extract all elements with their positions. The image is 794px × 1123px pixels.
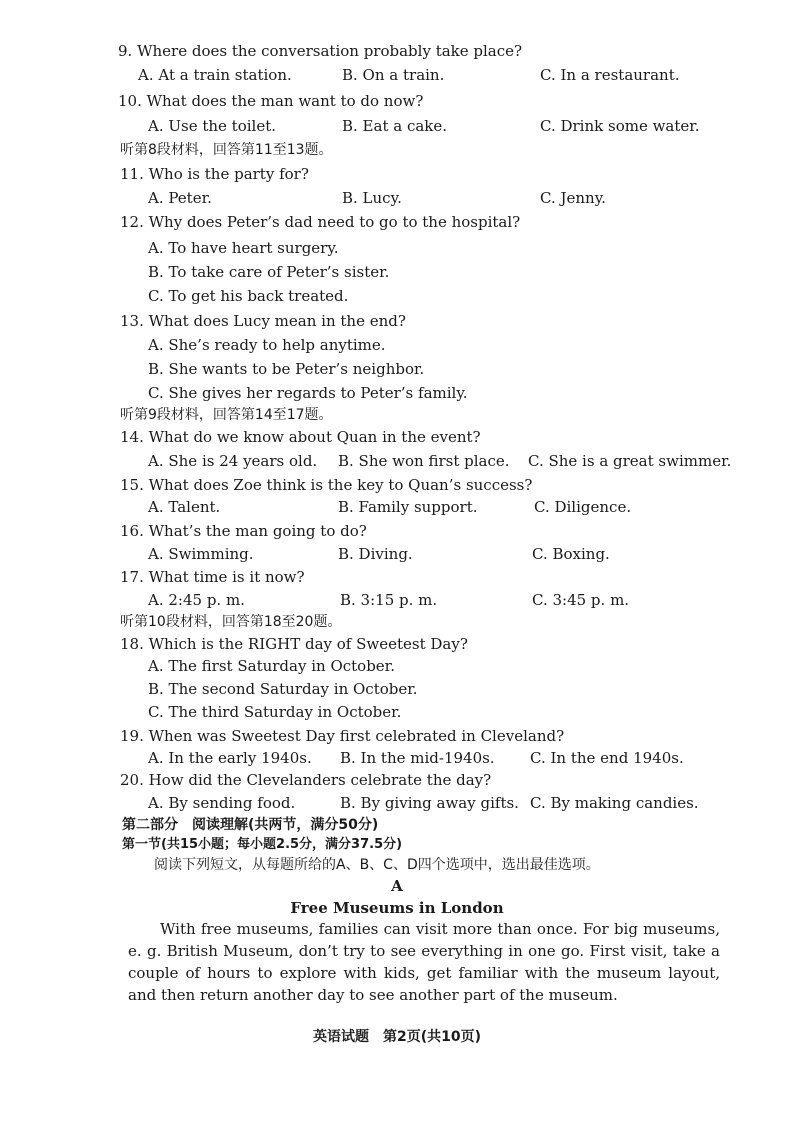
question-16-option-c: C. Boxing. bbox=[532, 545, 610, 563]
question-11-option-a: A. Peter. bbox=[148, 189, 212, 207]
question-12-stem: 12. Why does Peter’s dad need to go to the hospital? bbox=[120, 213, 521, 231]
reading-instruction: 阅读下列短文，从每题所给的A、B、C、D四个选项中，选出最佳选项。 bbox=[154, 857, 600, 873]
question-9-option-b: B. On a train. bbox=[342, 66, 445, 84]
question-13-option-b: B. She wants to be Peter’s neighbor. bbox=[148, 360, 425, 378]
question-17-stem: 17. What time is it now? bbox=[120, 568, 305, 586]
question-18-option-a: A. The first Saturday in October. bbox=[148, 657, 395, 675]
question-13-stem: 13. What does Lucy mean in the end? bbox=[120, 312, 406, 330]
question-19-option-b: B. In the mid-1940s. bbox=[340, 749, 495, 767]
question-11-option-b: B. Lucy. bbox=[342, 189, 402, 207]
section-8-instruction: 听第8段材料，回答第11至13题。 bbox=[120, 142, 333, 158]
question-19-option-c: C. In the end 1940s. bbox=[530, 749, 684, 767]
question-12-option-c: C. To get his back treated. bbox=[148, 287, 349, 305]
question-15-option-b: B. Family support. bbox=[338, 498, 478, 516]
section-9-instruction: 听第9段材料，回答第14至17题。 bbox=[120, 407, 333, 423]
question-11-option-c: C. Jenny. bbox=[540, 189, 606, 207]
question-20-stem: 20. How did the Clevelanders celebrate the day? bbox=[120, 771, 492, 789]
question-19-option-a: A. In the early 1940s. bbox=[148, 749, 312, 767]
passage-letter: A bbox=[391, 877, 403, 895]
question-20-option-a: A. By sending food. bbox=[148, 794, 296, 812]
question-15-option-c: C. Diligence. bbox=[534, 498, 632, 516]
question-12-option-a: A. To have heart surgery. bbox=[148, 239, 339, 257]
question-11-stem: 11. Who is the party for? bbox=[120, 165, 309, 183]
passage-paragraph: With free museums, families can visit more than once. For big museums, e. g. British Museum, don’t try to see everything in one go. First visit, take a couple of hours to explore with kids, get familiar with the museum layout, and then return another day to see another part of the museum. bbox=[128, 920, 720, 1004]
question-16-option-b: B. Diving. bbox=[338, 545, 413, 563]
question-14-option-a: A. She is 24 years old. bbox=[148, 452, 318, 470]
question-10-option-b: B. Eat a cake. bbox=[342, 117, 448, 135]
part-2-heading: 第二部分 阅读理解(共两节，满分50分) bbox=[122, 817, 379, 833]
question-9-stem: 9. Where does the conversation probably take place? bbox=[118, 42, 523, 60]
question-14-stem: 14. What do we know about Quan in the event? bbox=[120, 428, 481, 446]
question-19-stem: 19. When was Sweetest Day first celebrated in Cleveland? bbox=[120, 727, 565, 745]
question-9-option-a: A. At a train station. bbox=[138, 66, 292, 84]
question-20-option-c: C. By making candies. bbox=[530, 794, 699, 812]
question-16-option-a: A. Swimming. bbox=[148, 545, 254, 563]
question-14-option-b: B. She won first place. bbox=[338, 452, 510, 470]
page-footer: 英语试题 第2页(共10页) bbox=[312, 1029, 482, 1045]
question-18-option-c: C. The third Saturday in October. bbox=[148, 703, 402, 721]
question-18-option-b: B. The second Saturday in October. bbox=[148, 680, 418, 698]
question-9-option-c: C. In a restaurant. bbox=[540, 66, 680, 84]
question-17-option-a: A. 2:45 p. m. bbox=[148, 591, 245, 609]
question-18-stem: 18. Which is the RIGHT day of Sweetest Day? bbox=[120, 635, 468, 653]
section-1-heading: 第一节(共15小题；每小题2.5分，满分37.5分) bbox=[122, 837, 403, 852]
section-10-instruction: 听第10段材料，回答第18至20题。 bbox=[120, 614, 342, 630]
question-10-option-c: C. Drink some water. bbox=[540, 117, 700, 135]
question-13-option-c: C. She gives her regards to Peter’s family. bbox=[148, 384, 468, 402]
question-15-option-a: A. Talent. bbox=[148, 498, 221, 516]
question-17-option-b: B. 3:15 p. m. bbox=[340, 591, 438, 609]
question-14-option-c: C. She is a great swimmer. bbox=[528, 452, 732, 470]
question-13-option-a: A. She’s ready to help anytime. bbox=[148, 336, 386, 354]
question-17-option-c: C. 3:45 p. m. bbox=[532, 591, 630, 609]
question-20-option-b: B. By giving away gifts. bbox=[340, 794, 519, 812]
question-10-stem: 10. What does the man want to do now? bbox=[118, 92, 424, 110]
question-16-stem: 16. What’s the man going to do? bbox=[120, 522, 367, 540]
passage-title: Free Museums in London bbox=[290, 899, 504, 917]
question-15-stem: 15. What does Zoe think is the key to Quan’s success? bbox=[120, 476, 533, 494]
question-12-option-b: B. To take care of Peter’s sister. bbox=[148, 263, 390, 281]
question-10-option-a: A. Use the toilet. bbox=[148, 117, 277, 135]
